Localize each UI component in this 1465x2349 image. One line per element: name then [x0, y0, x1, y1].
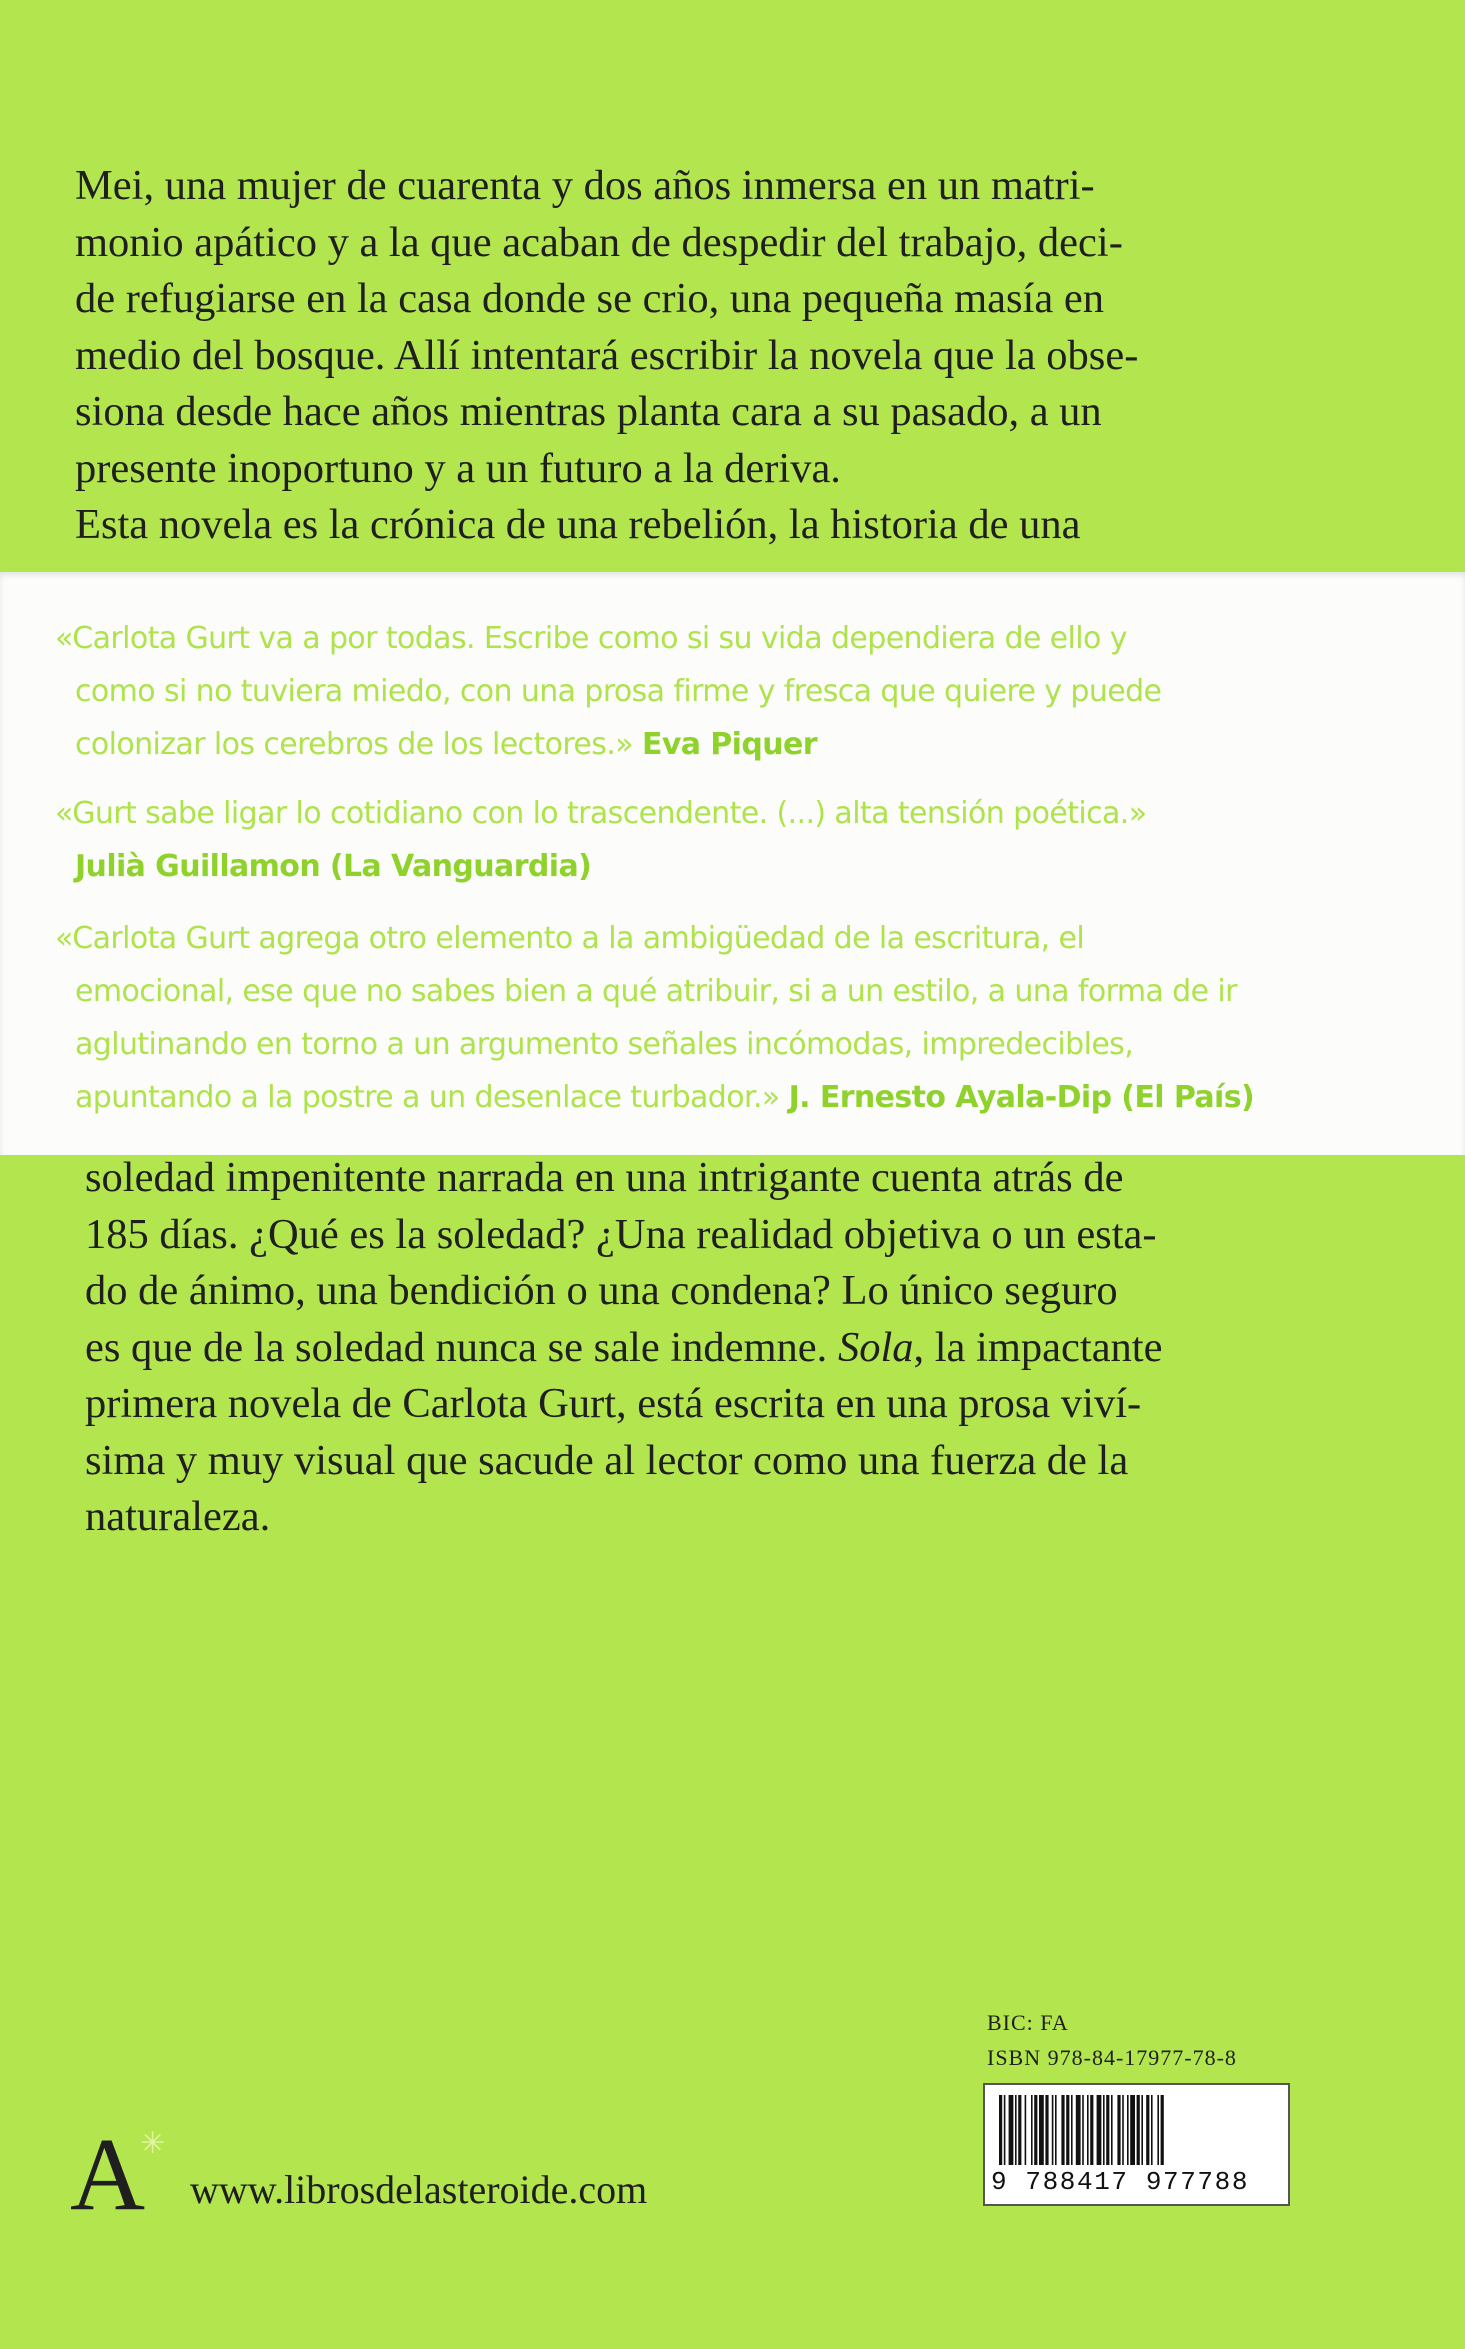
review-julia-guillamon: [0, 787, 1465, 893]
blurb-line: [85, 1320, 1285, 1377]
blurb-text: , la impactante: [913, 1323, 1163, 1371]
barcode: [983, 2083, 1290, 2206]
blurb-line: presente inoportuno y a un futuro a la deriva.: [75, 444, 841, 492]
review-band: [0, 572, 1465, 1155]
blurb-line: do de ánimo, una bendición o una condena? Lo único seguro: [85, 1267, 1118, 1314]
publisher-website: www.librosdelasteroide.com: [190, 2167, 648, 2212]
barcode-digits: 9 788417 977788: [991, 2167, 1250, 2197]
blurb-line: siona desde hace años mientras planta cara a su pasado, a un: [75, 388, 1102, 435]
review-author: J. Ernesto Ayala-Dip (El País): [788, 1080, 1255, 1115]
blurb-line: medio del bosque. Allí intentará escribir la novela que la obse-: [75, 331, 1139, 379]
blurb-line: naturaleza.: [85, 1493, 271, 1540]
blurb-bottom: [85, 1150, 1285, 1546]
blurb-line: de refugiarse en la casa donde se crio, una pequeña masía en: [75, 275, 1104, 322]
blurb-line: soledad impenitente narrada en una intrigante cuenta atrás de: [85, 1154, 1124, 1201]
review-ayala-dip: [0, 912, 1465, 1124]
blurb-line: primera novela de Carlota Gurt, está escrita en una prosa viví-: [85, 1380, 1142, 1427]
book-title: Sola: [837, 1323, 914, 1371]
asteroid-star-icon: ✳: [140, 2126, 166, 2161]
review-eva-piquer: [0, 612, 1465, 771]
bic-code: BIC: FA: [987, 2010, 1069, 2035]
publisher-logo: A: [70, 2117, 146, 2232]
review-line: colonizar los cerebros de los lectores.»: [75, 727, 634, 762]
blurb-text: es que de la soledad nunca se sale indemne.: [85, 1323, 838, 1371]
review-line: «Carlota Gurt va a por todas. Escribe como si su vida dependiera de ello y: [55, 621, 1127, 656]
review-line: «Gurt sabe ligar lo cotidiano con lo trascendente. (...) alta tensión poética.»: [55, 796, 1147, 831]
blurb-line: 185 días. ¿Qué es la soledad? ¿Una realidad objetiva o un esta-: [85, 1210, 1157, 1258]
blurb-line: Mei, una mujer de cuarenta y dos años inmersa en un matri-: [75, 162, 1095, 209]
review-author: Eva Piquer: [641, 727, 817, 762]
review-line: «Carlota Gurt agrega otro elemento a la ambigüedad de la escritura, el: [55, 921, 1085, 956]
barcode-bars-icon: [999, 2095, 1274, 2165]
blurb-top: [75, 158, 1275, 554]
review-line: emocional, ese que no sabes bien a qué atribuir, si a un estilo, a una forma de ir: [75, 974, 1237, 1009]
review-line: aglutinando en torno a un argumento señales incómodas, impredecibles,: [75, 1027, 1134, 1062]
isbn: ISBN 978-84-17977-78-8: [987, 2045, 1237, 2070]
blurb-line: monio apático y a la que acaban de despedir del trabajo, deci-: [75, 218, 1123, 266]
review-line: como si no tuviera miedo, con una prosa firme y fresca que quiere y puede: [75, 674, 1162, 709]
blurb-line: Esta novela es la crónica de una rebelión, la historia de una: [75, 501, 1081, 548]
blurb-line: sima y muy visual que sacude al lector como una fuerza de la: [85, 1436, 1129, 1484]
review-line: apuntando a la postre a un desenlace turbador.»: [75, 1080, 780, 1115]
review-author: Julià Guillamon (La Vanguardia): [75, 849, 592, 884]
